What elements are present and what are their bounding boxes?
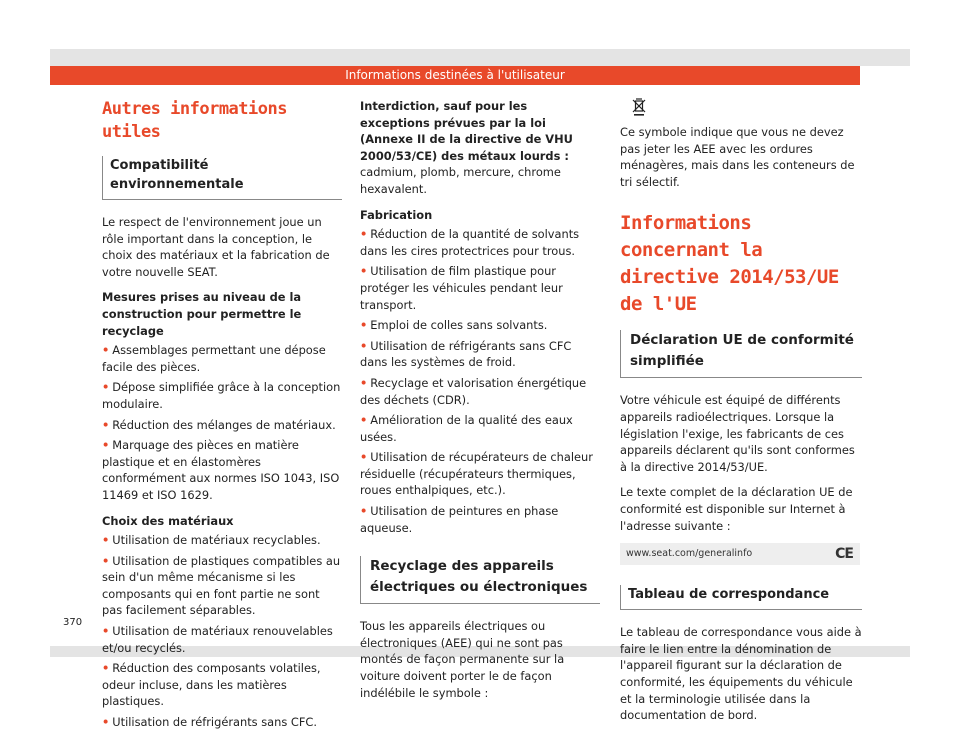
section-header: Informations destinées à l'utilisateur (50, 66, 860, 85)
bullet-icon: • (102, 715, 110, 730)
recyclage-paragraph: Tous les appareils électriques ou électroniques (AEE) qui ne sont pas montés de façon permanente sur la voiture doivent porter le de façon indélébile le symbole : (360, 619, 565, 700)
bullet-icon: • (102, 553, 110, 568)
bullet-icon: • (360, 375, 368, 390)
heading-autres-informations: Autres informations utiles (102, 99, 287, 142)
bullet-icon: • (102, 343, 110, 358)
bullet-icon: • (360, 450, 368, 465)
url-box (620, 543, 860, 565)
bullet-icon: • (360, 318, 368, 333)
list-item: • Utilisation de film plastique pour protéger les véhicules pendant leur transport. (360, 264, 563, 312)
subheading-declaration: Déclaration UE de conformité simplifiée (620, 330, 862, 378)
declaration-paragraph: Votre véhicule est équipé de différents appareils radioélectriques. Lorsque la législation l'exige, les fabricants de ces appareils déclarent qu'ils sont conformes à la directive 2014/53/UE. (620, 393, 855, 474)
bullet-icon: • (102, 417, 110, 432)
list-item: • Réduction des composants volatiles, odeur incluse, dans les matières plastiques. (102, 661, 321, 709)
subheading-tableau: Tableau de correspondance (620, 585, 862, 610)
list-item: • Amélioration de la qualité des eaux usées. (360, 413, 573, 444)
bullet-icon: • (102, 380, 110, 395)
fabrication-title: Fabrication (360, 207, 433, 222)
bullet-icon: • (360, 264, 368, 279)
page-number: 370 (63, 617, 83, 628)
subheading-compatibilite: Compatibilité environnementale (102, 156, 342, 200)
bullet-icon: • (360, 338, 368, 353)
subheading-recyclage: Recyclage des appareils électriques ou électroniques (360, 556, 600, 604)
crossed-out-bin-icon (632, 98, 646, 116)
column-1 (102, 98, 342, 735)
url-link[interactable]: www.seat.com/generalinfo (626, 548, 753, 560)
bullet-icon: • (102, 533, 110, 548)
column-2 (360, 98, 600, 710)
list-item: • Marquage des pièces en matière plastique et en élastomères conformément aux normes ISO 1043, ISO 11469 et ISO 1629. (102, 438, 340, 502)
list-item: • Réduction de la quantité de solvants dans les cires protectrices pour trous. (360, 227, 580, 258)
bullet-icon: • (360, 413, 368, 428)
bullet-icon: • (102, 438, 110, 453)
list-item: • Dépose simplifiée grâce à la conception modulaire. (102, 380, 341, 411)
tableau-paragraph: Le tableau de correspondance vous aide à faire le lien entre la dénomination de l'appareil figurant sur la déclaration de conformité, les équipements du véhicule et la terminologie utilisée dans la documentation de bord. (620, 625, 862, 723)
complete-text-paragraph: Le texte complet de la déclaration UE de conformité est disponible sur Internet à l'adresse suivante : (620, 485, 853, 533)
list-item: • Utilisation de plastiques compatibles au sein d'un même mécanisme si les composants qui en font partie ne sont pas facilement séparables. (102, 553, 341, 618)
bullet-icon: • (360, 227, 368, 242)
heading-directive: Informations concernant la directive 2014/53/UE de l'UE (620, 212, 839, 316)
bullet-icon: • (102, 661, 110, 676)
list-item: • Utilisation de récupérateurs de chaleur résiduelle (récupérateurs thermiques, roues enthalpiques, etc.). (360, 450, 593, 498)
measures-title: Mesures prises au niveau de la construction pour permettre le recyclage (102, 290, 302, 338)
list-item: • Utilisation de réfrigérants sans CFC. (102, 715, 318, 730)
ce-mark-icon: CE (835, 546, 853, 563)
materials-title: Choix des matériaux (102, 513, 234, 528)
intro-paragraph: Le respect de l'environnement joue un rôle important dans la conception, le choix des matériaux et la fabrication de votre nouvelle SEAT. (102, 215, 330, 279)
bullet-icon: • (360, 504, 368, 519)
interdiction-paragraph: Interdiction, sauf pour les exceptions prévues par la loi (Annexe II de la directive de VHU 2000/53/CE) des métaux lourds : cadmium, plomb, mercure, chrome hexavalent. (360, 99, 573, 196)
symbol-paragraph: Ce symbole indique que vous ne devez pas jeter les AEE avec les ordures ménagères, mais dans les conteneurs de tri sélectif. (620, 125, 855, 189)
list-item: • Utilisation de matériaux recyclables. (102, 533, 321, 548)
bullet-icon: • (102, 624, 110, 639)
list-item: • Réduction des mélanges de matériaux. (102, 417, 336, 432)
list-item: • Assemblages permettant une dépose facile des pièces. (102, 343, 326, 374)
list-item: • Utilisation de matériaux renouvelables et/ou recyclés. (102, 624, 333, 655)
list-item: • Recyclage et valorisation énergétique des déchets (CDR). (360, 375, 587, 407)
list-item: • Utilisation de réfrigérants sans CFC dans les systèmes de froid. (360, 338, 572, 370)
column-3 (620, 98, 862, 733)
list-item: • Utilisation de peintures en phase aqueuse. (360, 504, 559, 535)
list-item: • Emploi de colles sans solvants. (360, 318, 548, 333)
